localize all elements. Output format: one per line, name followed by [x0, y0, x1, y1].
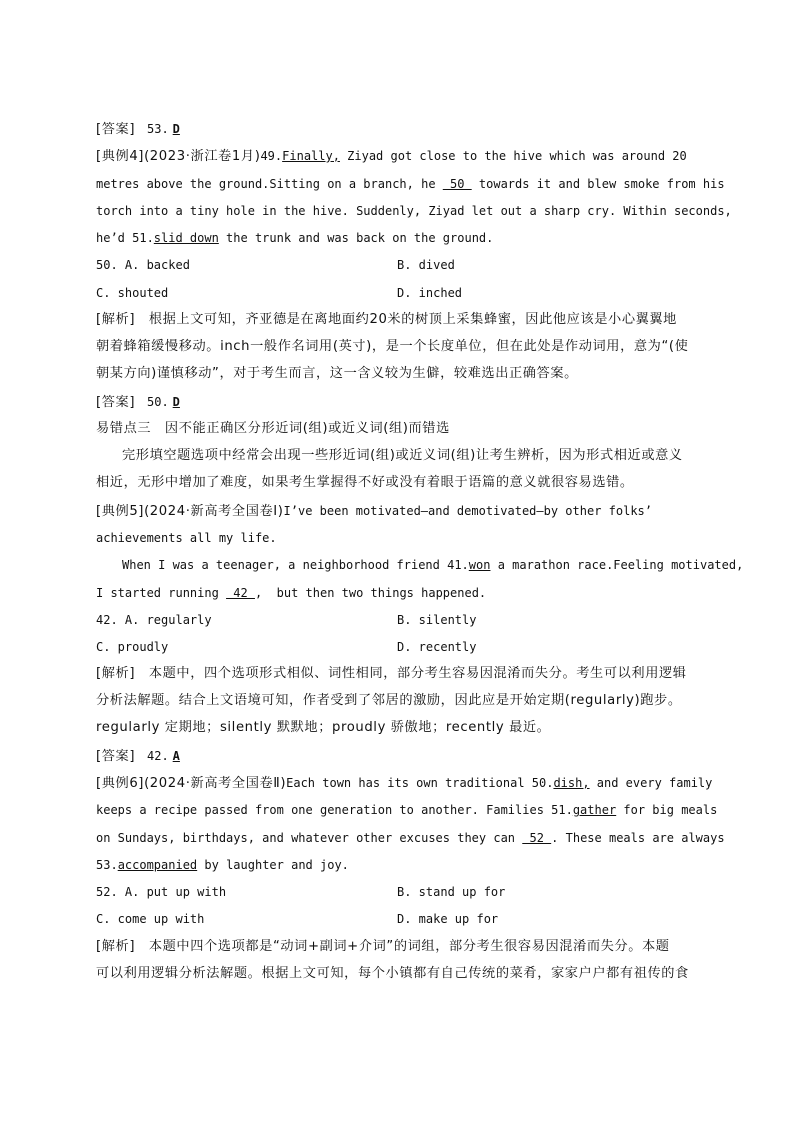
analysis-line-1: [解析] 根据上文可知，齐亚德是在离地面约20米的树顶上采集蜂蜜，因此他应该是小心翼翼地 [96, 312, 677, 327]
underlined-word: dish, [553, 776, 590, 790]
example-5-line-2: achievements all my life. [96, 531, 277, 545]
section-paragraph-line-1: 完形填空题选项中经常会出现一些形近词(组)或近义词(组)让考生辨析，因为形式相近或意义 [122, 448, 683, 463]
option-d: D. recently [397, 640, 477, 654]
option-a: 50. A. backed [96, 258, 190, 272]
example-6-line-4 [96, 856, 349, 874]
answer-label: [答案] [96, 122, 136, 137]
text: . These meals are always [551, 831, 725, 845]
text: 53. [96, 858, 118, 872]
analysis-line-2: 可以利用逻辑分析法解题。根据上文可知，每个小镇都有自己传统的菜肴，家家户户都有祖传的食 [96, 966, 689, 981]
example-4-line-2 [96, 175, 725, 193]
answer-value: D [172, 122, 180, 136]
text: Each town has its own traditional 50. [286, 776, 554, 790]
text: he’d 51. [96, 231, 154, 245]
options-row-1 [96, 256, 698, 274]
underlined-word: Finally, [282, 149, 340, 163]
underlined-word: accompanied [117, 858, 198, 872]
option-b: B. stand up for [397, 885, 506, 899]
text: by laughter and joy. [197, 858, 349, 872]
example-header: [典例5] [96, 504, 145, 519]
text: , but then two things happened. [254, 586, 487, 600]
answer-number: 53. [147, 122, 169, 136]
text: I started running [96, 586, 227, 600]
options-row-2 [96, 638, 698, 656]
options-row-2 [96, 910, 698, 928]
example-4-line-1 [96, 147, 687, 166]
example-6-line-2 [96, 801, 717, 819]
text: on Sundays, birthdays, and whatever other excuses they can [96, 831, 523, 845]
text: I’ve been motivated—and demotivated—by other folks’ [283, 504, 652, 518]
option-d: D. make up for [397, 912, 499, 926]
option-c: C. come up with [96, 912, 205, 926]
answer-value: A [172, 749, 180, 763]
analysis-line-3: regularly 定期地；silently 默默地；proudly 骄傲地；recently 最近。 [96, 720, 551, 735]
answer-50 [96, 393, 180, 412]
underlined-word: slid down [153, 231, 219, 245]
section-paragraph-line-2: 相近，无形中增加了难度，如果考生掌握得不好或没有着眼于语篇的意义就很容易选错。 [96, 475, 634, 490]
analysis-line-3: 朝某方向)谨慎移动”，对于考生而言，这一含义较为生僻，较难选出正确答案。 [96, 366, 578, 381]
example-header: [典例4] [96, 149, 145, 164]
analysis-line-1: [解析] 本题中四个选项都是“动词+副词+介词”的词组，部分考生很容易因混淆而失分。本题 [96, 939, 670, 954]
options-row-1 [96, 883, 698, 901]
option-c: C. shouted [96, 286, 169, 300]
text: the trunk and was back on the ground. [218, 231, 494, 245]
underlined-word: gather [572, 803, 617, 817]
answer-value: D [172, 395, 180, 409]
analysis-line-2: 朝着蜂箱缓慢移动。inch一般作名词用(英寸)，是一个长度单位，但在此处是作动词用，意为“(使 [96, 339, 689, 354]
underlined-word: won [468, 558, 491, 572]
text: 49. [260, 149, 283, 163]
example-5-line-3 [122, 556, 743, 574]
example-header: [典例6] [96, 776, 145, 791]
answer-number: 42. [147, 749, 169, 763]
section-title: 易错点三 因不能正确区分形近词(组)或近义词(组)而错选 [96, 421, 450, 436]
options-row-1 [96, 611, 698, 629]
option-d: D. inched [397, 286, 463, 300]
text: a marathon race.Feeling motivated, [490, 558, 744, 572]
text: Ziyad got close to the hive which was around 20 [339, 149, 687, 163]
options-row-2 [96, 284, 698, 302]
option-a: 42. A. regularly [96, 613, 212, 627]
text: When I was a teenager, a neighborhood friend 41. [122, 558, 469, 572]
option-c: C. proudly [96, 640, 169, 654]
example-4-line-4 [96, 229, 493, 247]
blank: 52 [522, 831, 552, 845]
text: keeps a recipe passed from one generation to another. Families 51. [96, 803, 573, 817]
answer-label: [答案] [96, 749, 136, 764]
example-4-line-3: torch into a tiny hole in the hive. Suddenly, Ziyad let out a sharp cry. Within seconds, [96, 204, 732, 218]
text: metres above the ground.Sitting on a branch, he [96, 177, 443, 191]
option-a: 52. A. put up with [96, 885, 227, 899]
example-6-line-1 [96, 774, 712, 793]
analysis-line-1: [解析] 本题中，四个选项形式相似、词性相同，部分考生容易因混淆而失分。考生可以利用逻辑 [96, 666, 687, 681]
answer-53 [96, 120, 180, 139]
example-6-line-3 [96, 829, 725, 847]
option-b: B. silently [397, 613, 477, 627]
blank: 50 [442, 177, 472, 191]
example-source: (2023·浙江卷1月) [144, 149, 261, 164]
answer-number: 50. [147, 395, 169, 409]
analysis-line-2: 分析法解题。结合上文语境可知，作者受到了邻居的激励，因此应是开始定期(regularly)跑步。 [96, 693, 682, 708]
example-5-line-1 [96, 502, 652, 521]
text: for big meals [616, 803, 718, 817]
answer-42 [96, 747, 180, 766]
example-source: (2024·新高考全国卷Ⅱ) [144, 776, 287, 791]
answer-label: [答案] [96, 395, 136, 410]
option-b: B. dived [397, 258, 455, 272]
example-source: (2024·新高考全国卷Ⅰ) [144, 504, 284, 519]
blank: 42 [226, 586, 255, 600]
example-5-line-4 [96, 584, 486, 602]
text: and every family [589, 776, 713, 790]
text: towards it and blew smoke from his [471, 177, 725, 191]
